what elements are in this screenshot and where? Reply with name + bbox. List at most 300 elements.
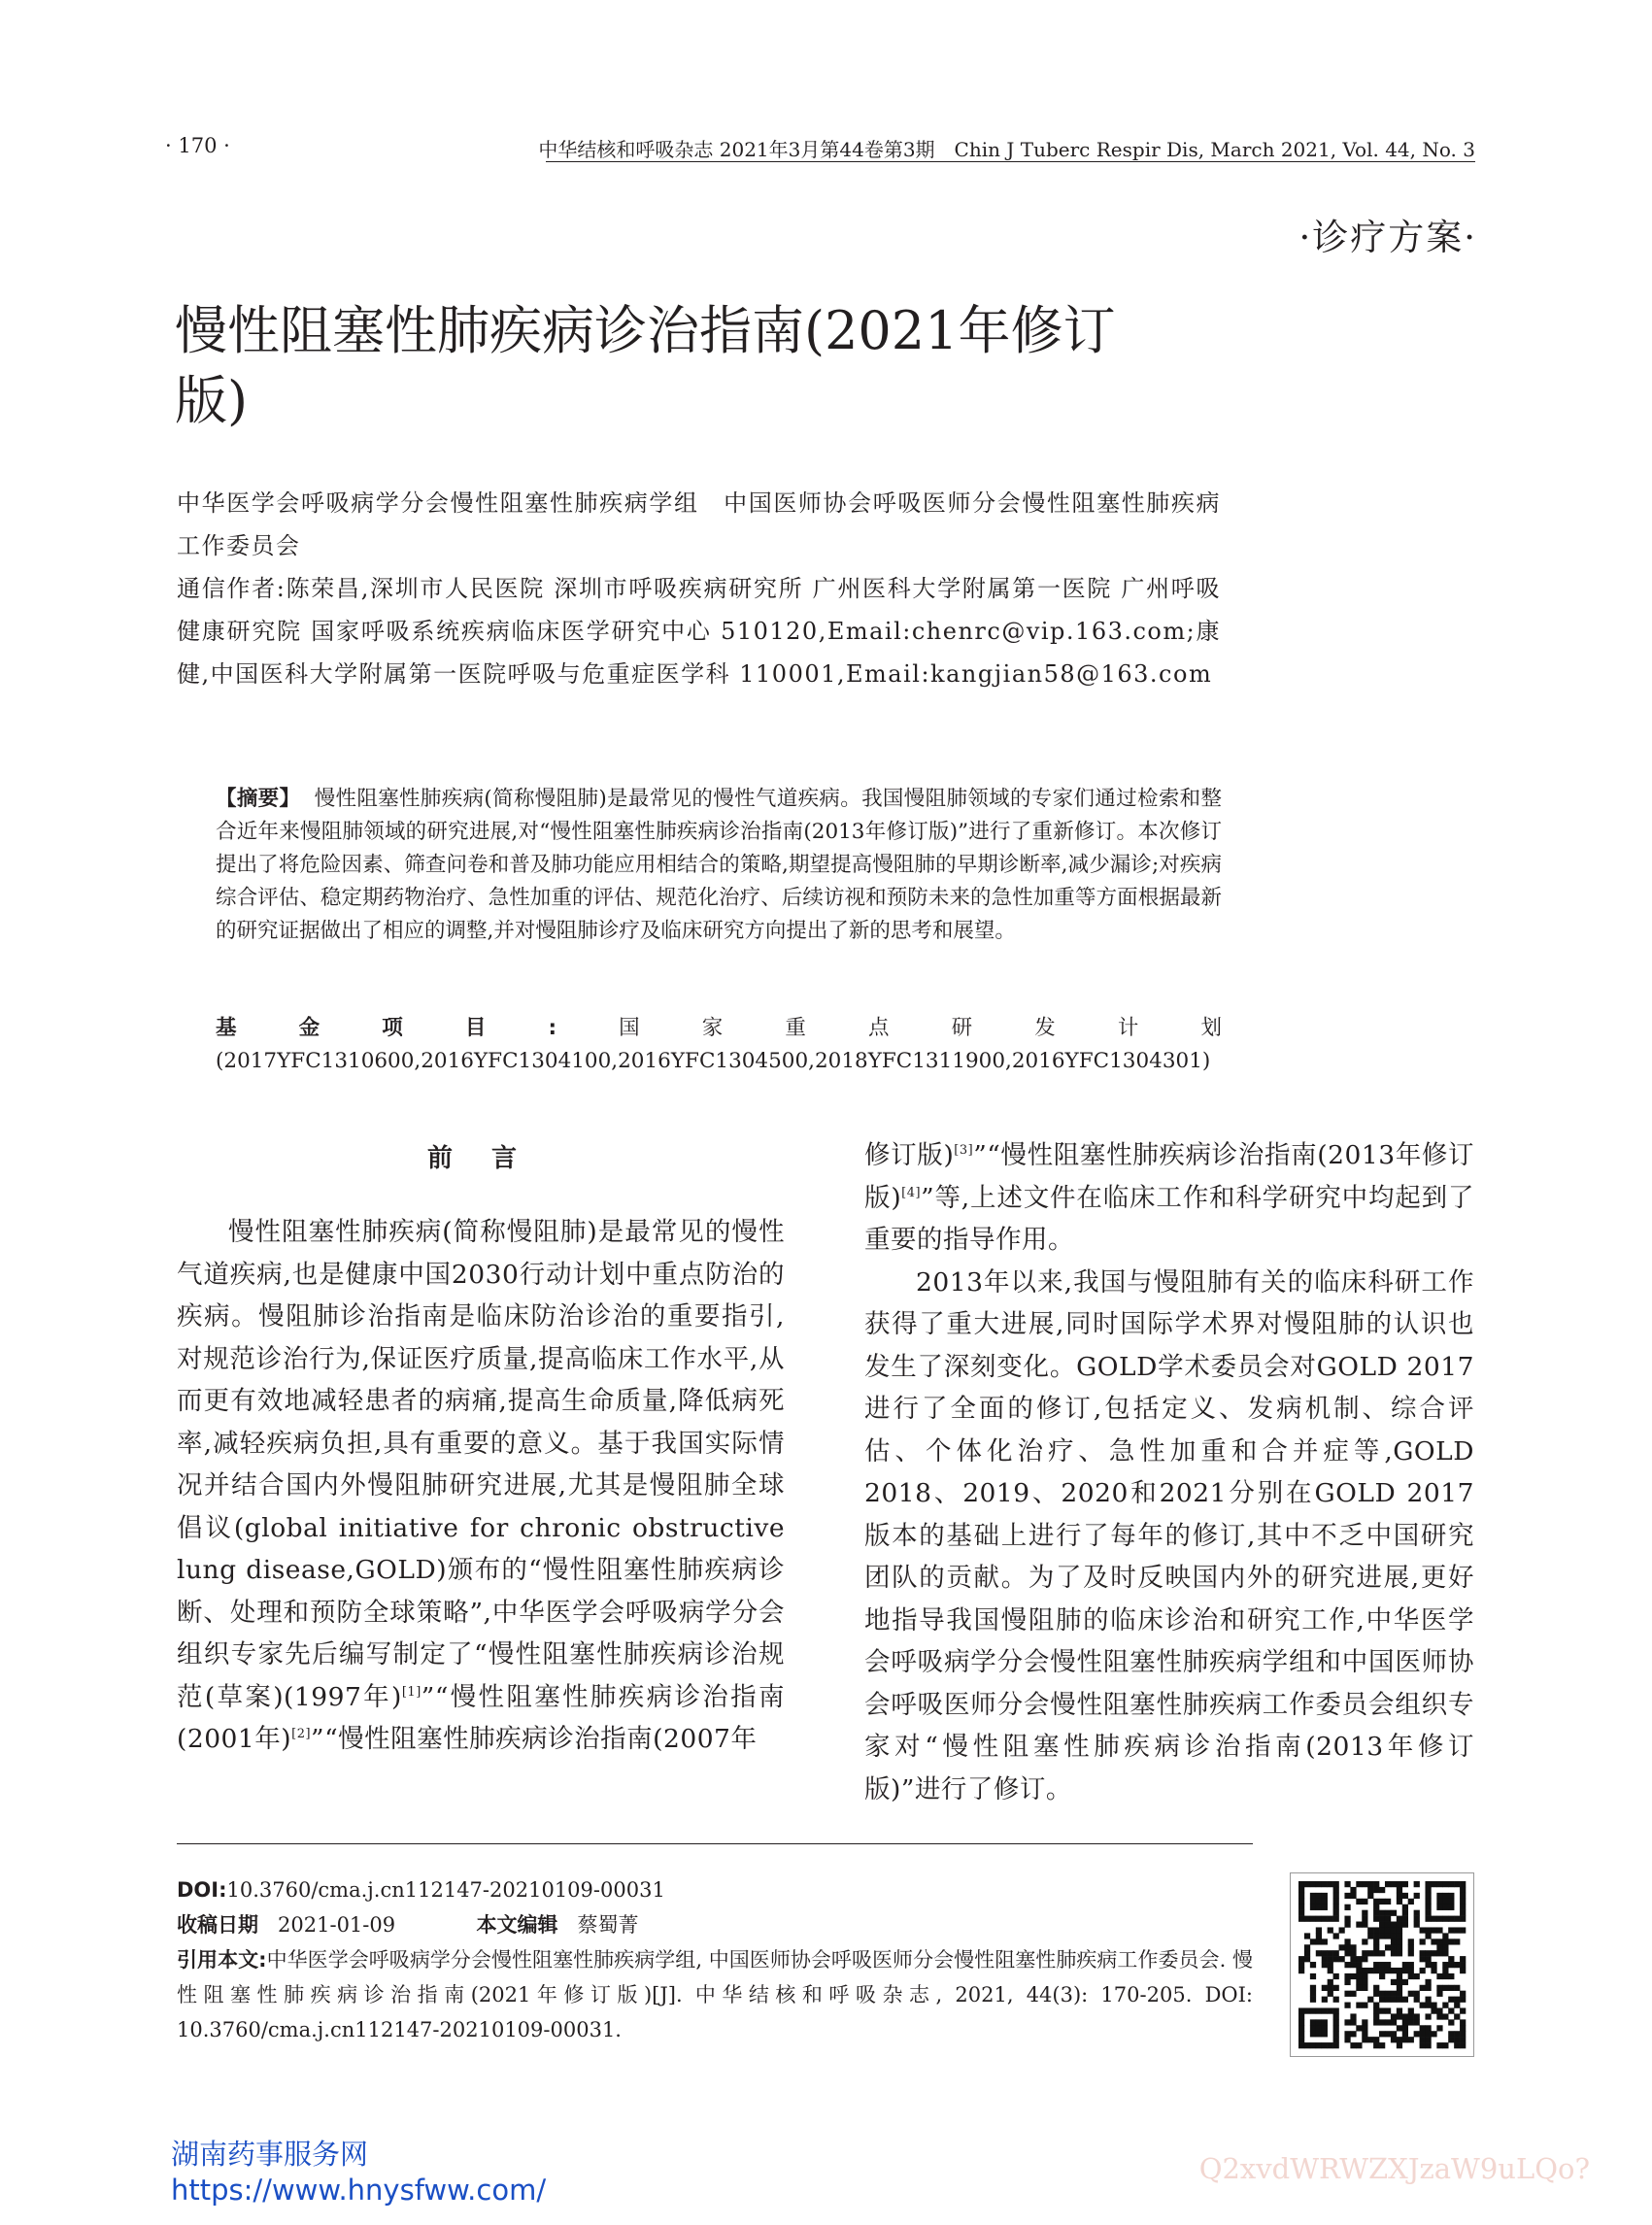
qr-module	[1442, 2042, 1448, 2048]
qr-module	[1402, 2037, 1408, 2042]
dates-line	[177, 1907, 1253, 1942]
qr-module	[1402, 1893, 1408, 1899]
qr-module	[1298, 1893, 1304, 1899]
qr-module	[1350, 2013, 1356, 2019]
qr-module	[1310, 1899, 1316, 1905]
qr-module	[1333, 2037, 1339, 2042]
qr-module	[1460, 1881, 1466, 1887]
citation-ref-4[interactable]: [4]	[901, 1185, 922, 1200]
qr-module	[1344, 1973, 1350, 1979]
qr-module	[1356, 2003, 1362, 2008]
citation-ref-1[interactable]: [1]	[401, 1684, 421, 1700]
qr-module	[1436, 1973, 1442, 1979]
qr-module	[1436, 2013, 1442, 2019]
qr-module	[1442, 1938, 1448, 1944]
fund-label: 基金项目:	[216, 1016, 557, 1040]
qr-module	[1391, 1922, 1397, 1928]
qr-module	[1385, 2019, 1391, 2025]
qr-module	[1436, 2025, 1442, 2031]
qr-module	[1402, 2031, 1408, 2037]
qr-module	[1414, 1973, 1420, 1979]
qr-code[interactable]	[1290, 1872, 1474, 2057]
qr-module	[1310, 1905, 1316, 1910]
source-site-name[interactable]: 湖南药事服务网	[171, 2138, 369, 2171]
qr-module	[1460, 1927, 1466, 1933]
qr-module	[1391, 1927, 1397, 1933]
qr-module	[1442, 2013, 1448, 2019]
qr-module	[1350, 2042, 1356, 2048]
qr-module	[1425, 1927, 1431, 1933]
qr-module	[1316, 1950, 1322, 1956]
qr-module	[1356, 1899, 1362, 1905]
qr-module	[1350, 2019, 1356, 2025]
qr-module	[1454, 2013, 1460, 2019]
citation-ref-3[interactable]: [3]	[954, 1143, 974, 1159]
qr-module	[1448, 1985, 1454, 1991]
qr-module	[1356, 1979, 1362, 1985]
qr-module	[1414, 1922, 1420, 1928]
qr-module	[1344, 1922, 1350, 1928]
qr-module	[1448, 1905, 1454, 1910]
qr-module	[1344, 1905, 1350, 1910]
qr-module	[1310, 1973, 1316, 1979]
qr-module	[1333, 1905, 1339, 1910]
qr-module	[1310, 1916, 1316, 1922]
qr-module	[1436, 1899, 1442, 1905]
qr-module	[1310, 1893, 1316, 1899]
qr-module	[1316, 2042, 1322, 2048]
qr-module	[1379, 1910, 1385, 1916]
qr-module	[1442, 1933, 1448, 1938]
qr-module	[1298, 1881, 1304, 1887]
qr-module	[1436, 1950, 1442, 1956]
qr-module	[1373, 1985, 1379, 1991]
qr-module	[1448, 1962, 1454, 1968]
qr-module	[1425, 1933, 1431, 1938]
correspondence-info: 通信作者:陈荣昌,深圳市人民医院 深圳市呼吸疾病研究所 广州医科大学附属第一医院 广州呼吸健康研究院 国家呼吸系统疾病临床医学研究中心 510120,Email:chenrc@vip.163.com;康健,中国医科大学附属第一医院呼吸与危重症医学科 110001,Email:kangjian58@163.com	[177, 575, 1221, 688]
qr-module	[1436, 1893, 1442, 1899]
qr-module	[1385, 2031, 1391, 2037]
qr-module	[1397, 1899, 1402, 1905]
qr-module	[1425, 1962, 1431, 1968]
qr-module	[1350, 1944, 1356, 1950]
qr-module	[1460, 2025, 1466, 2031]
qr-module	[1322, 1905, 1328, 1910]
footnote-rule	[177, 1843, 1253, 1844]
qr-module	[1322, 2007, 1328, 2013]
qr-module	[1408, 1973, 1414, 1979]
qr-module	[1328, 1916, 1333, 1922]
qr-module	[1339, 1927, 1345, 1933]
qr-module	[1373, 2037, 1379, 2042]
qr-module	[1298, 2007, 1304, 2013]
qr-module	[1362, 1910, 1367, 1916]
qr-module	[1350, 1893, 1356, 1899]
qr-module	[1362, 1968, 1367, 1973]
qr-module	[1344, 1962, 1350, 1968]
qr-module	[1362, 1899, 1367, 1905]
qr-module	[1436, 1938, 1442, 1944]
qr-module	[1408, 1968, 1414, 1973]
preface-text: ”“慢性阻塞性肺疾病诊治指南(2001年)	[177, 1681, 785, 1754]
qr-module	[1310, 1997, 1316, 2003]
qr-module	[1448, 1899, 1454, 1905]
qr-module	[1344, 1916, 1350, 1922]
qr-module	[1397, 1979, 1402, 1985]
qr-module	[1425, 1905, 1431, 1910]
qr-module	[1460, 1899, 1466, 1905]
qr-module	[1367, 1968, 1373, 1973]
qr-module	[1397, 2037, 1402, 2042]
qr-module	[1344, 1938, 1350, 1944]
qr-module	[1420, 2042, 1426, 2048]
qr-module	[1316, 1938, 1322, 1944]
qr-module	[1333, 1916, 1339, 1922]
qr-module	[1391, 1997, 1397, 2003]
qr-module	[1414, 2013, 1420, 2019]
qr-module	[1431, 1950, 1436, 1956]
qr-module	[1385, 1916, 1391, 1922]
qr-module	[1344, 1893, 1350, 1899]
qr-module	[1298, 2019, 1304, 2025]
qr-module	[1362, 2025, 1367, 2031]
qr-module	[1397, 2013, 1402, 2019]
qr-module	[1356, 1985, 1362, 1991]
qr-module	[1442, 1950, 1448, 1956]
preface-left-column	[177, 1211, 785, 1761]
qr-module	[1454, 1927, 1460, 1933]
qr-module	[1344, 1979, 1350, 1985]
qr-module	[1373, 2013, 1379, 2019]
qr-module	[1333, 1956, 1339, 1962]
qr-module	[1431, 1968, 1436, 1973]
qr-module	[1397, 1944, 1402, 1950]
qr-module	[1425, 1950, 1431, 1956]
qr-module	[1454, 1962, 1460, 1968]
qr-module	[1385, 1962, 1391, 1968]
qr-module	[1442, 1916, 1448, 1922]
qr-module	[1402, 1916, 1408, 1922]
qr-module	[1367, 1881, 1373, 1887]
qr-module	[1420, 2025, 1426, 2031]
qr-module	[1379, 1899, 1385, 1905]
qr-module	[1298, 1899, 1304, 1905]
qr-module	[1460, 1956, 1466, 1962]
qr-module	[1310, 2019, 1316, 2025]
qr-module	[1310, 2031, 1316, 2037]
qr-module	[1420, 1956, 1426, 1962]
qr-module	[1316, 1927, 1322, 1933]
qr-module	[1448, 1927, 1454, 1933]
qr-module	[1322, 1916, 1328, 1922]
qr-module	[1344, 2003, 1350, 2008]
qr-module	[1322, 1956, 1328, 1962]
citation-ref-2[interactable]: [2]	[291, 1727, 312, 1742]
qr-module	[1460, 1916, 1466, 1922]
section-tag: ·诊疗方案·	[1298, 217, 1477, 258]
qr-module	[1316, 1933, 1322, 1938]
qr-module	[1333, 1973, 1339, 1979]
qr-module	[1425, 2025, 1431, 2031]
qr-module	[1436, 2042, 1442, 2048]
qr-module	[1310, 1985, 1316, 1991]
qr-module	[1460, 1962, 1466, 1968]
qr-module	[1436, 1927, 1442, 1933]
qr-module	[1339, 1956, 1345, 1962]
qr-module	[1373, 1933, 1379, 1938]
qr-module	[1304, 1944, 1310, 1950]
qr-module	[1408, 1938, 1414, 1944]
qr-module	[1310, 1881, 1316, 1887]
page-number: · 170 ·	[165, 134, 230, 157]
qr-module	[1322, 2031, 1328, 2037]
preface-paragraph-1	[177, 1211, 785, 1761]
qr-module	[1420, 2003, 1426, 2008]
qr-module	[1425, 1979, 1431, 1985]
editor-label: 本文编辑	[476, 1913, 558, 1937]
qr-module	[1397, 1916, 1402, 1922]
editor-name: 蔡蜀菁	[577, 1913, 639, 1937]
qr-module	[1379, 1968, 1385, 1973]
qr-module	[1333, 1893, 1339, 1899]
preface-text: 慢性阻塞性肺疾病(简称慢阻肺)是最常见的慢性气道疾病,也是健康中国2030行动计划中重点防治的疾病。慢阻肺诊治指南是临床防治诊治的重要指引,对规范诊治行为,保证医疗质量,提高临床工作水平,从而更有效地减轻患者的病痛,提高生命质量,降低病死率,减轻疾病负担,具有重要的意义。基于我国实际情况并结合国内外慢阻肺研究进展,尤其是慢阻肺全球倡议(global initiative for chronic obstructive lung disease,GOLD)颁布的“慢性阻塞性肺疾病诊断、处理和预防全球策略”,中华医学会呼吸病学分会组织专家先后编写制定了“慢性阻塞性肺疾病诊治规范(草案)(1997年)	[177, 1217, 785, 1712]
doi-label: DOI:	[177, 1878, 227, 1902]
qr-module	[1425, 2042, 1431, 2048]
qr-module	[1391, 2037, 1397, 2042]
qr-module	[1442, 2003, 1448, 2008]
qr-module	[1414, 1910, 1420, 1916]
qr-module	[1391, 1991, 1397, 1997]
qr-module	[1367, 1933, 1373, 1938]
fund-text: 国家重点研发计划(2017YFC1310600,2016YFC1304100,2016YFC1304500,2018YFC1311900,2016YFC1304301)	[216, 1016, 1222, 1073]
qr-module	[1402, 2019, 1408, 2025]
qr-module	[1454, 1881, 1460, 1887]
qr-module	[1304, 1950, 1310, 1956]
qr-module	[1304, 2042, 1310, 2048]
qr-module	[1402, 1997, 1408, 2003]
qr-module	[1356, 2025, 1362, 2031]
qr-module	[1414, 1881, 1420, 1887]
qr-module	[1322, 2042, 1328, 2048]
qr-module	[1339, 1944, 1345, 1950]
qr-module	[1460, 1968, 1466, 1973]
qr-module	[1402, 1962, 1408, 1968]
qr-module	[1397, 2025, 1402, 2031]
qr-module	[1310, 1938, 1316, 1944]
qr-module	[1385, 1991, 1391, 1997]
qr-module	[1391, 1933, 1397, 1938]
qr-module	[1298, 2037, 1304, 2042]
qr-module	[1385, 1997, 1391, 2003]
header-rule	[546, 161, 1475, 162]
qr-module	[1391, 2019, 1397, 2025]
source-site-link[interactable]: https://www.hnysfww.com/	[171, 2174, 547, 2207]
qr-module	[1460, 1893, 1466, 1899]
qr-code-icon	[1291, 1873, 1473, 2056]
qr-module	[1310, 1962, 1316, 1968]
qr-module	[1350, 1956, 1356, 1962]
qr-module	[1362, 1973, 1367, 1979]
qr-module	[1454, 2003, 1460, 2008]
qr-module	[1454, 1916, 1460, 1922]
qr-module	[1304, 1881, 1310, 1887]
qr-module	[1402, 1968, 1408, 1973]
qr-module	[1350, 1991, 1356, 1997]
preface-text: ”“慢性阻塞性肺疾病诊治指南(2007年	[311, 1724, 758, 1754]
qr-module	[1367, 1893, 1373, 1899]
qr-module	[1414, 1991, 1420, 1997]
qr-module	[1408, 2019, 1414, 2025]
qr-module	[1460, 2042, 1466, 2048]
qr-module	[1328, 1927, 1333, 1933]
qr-module	[1408, 2007, 1414, 2013]
qr-module	[1431, 1916, 1436, 1922]
qr-module	[1385, 2007, 1391, 2013]
qr-module	[1344, 1944, 1350, 1950]
qr-module	[1391, 1944, 1397, 1950]
qr-module	[1442, 1944, 1448, 1950]
preface-text: 修订版)	[864, 1140, 955, 1170]
qr-module	[1379, 1962, 1385, 1968]
qr-module	[1420, 2031, 1426, 2037]
qr-module	[1448, 1881, 1454, 1887]
qr-module	[1362, 1881, 1367, 1887]
qr-module	[1322, 1985, 1328, 1991]
qr-module	[1328, 2007, 1333, 2013]
qr-module	[1316, 2007, 1322, 2013]
qr-module	[1333, 2025, 1339, 2031]
qr-module	[1436, 1881, 1442, 1887]
qr-module	[1391, 1979, 1397, 1985]
qr-module	[1328, 1956, 1333, 1962]
qr-module	[1298, 1968, 1304, 1973]
qr-module	[1448, 2037, 1454, 2042]
qr-module	[1322, 1997, 1328, 2003]
qr-module	[1431, 2007, 1436, 2013]
received-label: 收稿日期	[177, 1913, 258, 1937]
qr-module	[1436, 1991, 1442, 1997]
qr-module	[1350, 1950, 1356, 1956]
qr-module	[1316, 1899, 1322, 1905]
qr-module	[1367, 2037, 1373, 2042]
qr-module	[1379, 2031, 1385, 2037]
qr-module	[1460, 2031, 1466, 2037]
qr-module	[1397, 1933, 1402, 1938]
qr-module	[1431, 1927, 1436, 1933]
qr-module	[1448, 1997, 1454, 2003]
qr-module	[1397, 1991, 1402, 1997]
qr-module	[1379, 1927, 1385, 1933]
qr-module	[1356, 1968, 1362, 1973]
qr-module	[1310, 1991, 1316, 1997]
qr-module	[1448, 2007, 1454, 2013]
qr-module	[1420, 1950, 1426, 1956]
qr-module	[1448, 2019, 1454, 2025]
qr-module	[1397, 1927, 1402, 1933]
qr-module	[1373, 1887, 1379, 1893]
qr-module	[1379, 1950, 1385, 1956]
qr-module	[1420, 1985, 1426, 1991]
qr-module	[1344, 2037, 1350, 2042]
journal-header: 中华结核和呼吸杂志 2021年3月第44卷第3期 Chin J Tuberc Respir Dis, March 2021, Vol. 44, No. 3	[538, 138, 1475, 161]
qr-module	[1322, 2025, 1328, 2031]
qr-module	[1397, 2042, 1402, 2048]
qr-module	[1304, 2007, 1310, 2013]
qr-module	[1333, 2019, 1339, 2025]
qr-module	[1362, 2037, 1367, 2042]
qr-module	[1397, 1922, 1402, 1928]
qr-module	[1298, 1910, 1304, 1916]
qr-module	[1448, 1956, 1454, 1962]
qr-module	[1454, 1938, 1460, 1944]
qr-module	[1373, 1991, 1379, 1997]
qr-module	[1333, 1933, 1339, 1938]
qr-module	[1442, 1893, 1448, 1899]
qr-module	[1460, 1905, 1466, 1910]
qr-module	[1408, 2037, 1414, 2042]
qr-module	[1385, 1927, 1391, 1933]
watermark: Q2xvdWRWZXJzaW9uLQo?	[1198, 2152, 1590, 2185]
qr-module	[1448, 1973, 1454, 1979]
qr-module	[1402, 1910, 1408, 1916]
qr-module	[1425, 1916, 1431, 1922]
qr-module	[1373, 1927, 1379, 1933]
qr-module	[1442, 1962, 1448, 1968]
qr-module	[1385, 1899, 1391, 1905]
qr-module	[1362, 1979, 1367, 1985]
preface-heading: 前言	[427, 1144, 556, 1173]
qr-module	[1333, 2031, 1339, 2037]
qr-module	[1425, 1997, 1431, 2003]
qr-module	[1379, 2019, 1385, 2025]
qr-module	[1328, 1991, 1333, 1997]
qr-module	[1373, 2007, 1379, 2013]
qr-module	[1316, 2025, 1322, 2031]
qr-module	[1316, 2019, 1322, 2025]
qr-module	[1460, 1991, 1466, 1997]
qr-module	[1298, 2042, 1304, 2048]
qr-module	[1373, 1968, 1379, 1973]
qr-module	[1431, 2003, 1436, 2008]
qr-module	[1310, 2007, 1316, 2013]
qr-module	[1402, 1922, 1408, 1928]
qr-module	[1408, 2013, 1414, 2019]
qr-module	[1425, 1893, 1431, 1899]
qr-module	[1304, 1933, 1310, 1938]
qr-module	[1408, 1962, 1414, 1968]
qr-module	[1362, 2003, 1367, 2008]
qr-module	[1436, 2007, 1442, 2013]
qr-module	[1425, 1887, 1431, 1893]
doi-value[interactable]: 10.3760/cma.j.cn112147-20210109-00031	[226, 1878, 665, 1902]
qr-module	[1436, 1985, 1442, 1991]
qr-module	[1425, 1956, 1431, 1962]
qr-module	[1362, 2031, 1367, 2037]
qr-module	[1333, 1985, 1339, 1991]
qr-module	[1385, 1910, 1391, 1916]
qr-module	[1448, 1916, 1454, 1922]
qr-module	[1379, 1887, 1385, 1893]
qr-module	[1373, 1881, 1379, 1887]
qr-module	[1379, 2007, 1385, 2013]
qr-module	[1298, 2031, 1304, 2037]
qr-module	[1356, 2042, 1362, 2048]
qr-module	[1304, 1916, 1310, 1922]
qr-module	[1344, 2019, 1350, 2025]
qr-module	[1350, 1962, 1356, 1968]
qr-module	[1425, 2013, 1431, 2019]
qr-module	[1373, 1944, 1379, 1950]
